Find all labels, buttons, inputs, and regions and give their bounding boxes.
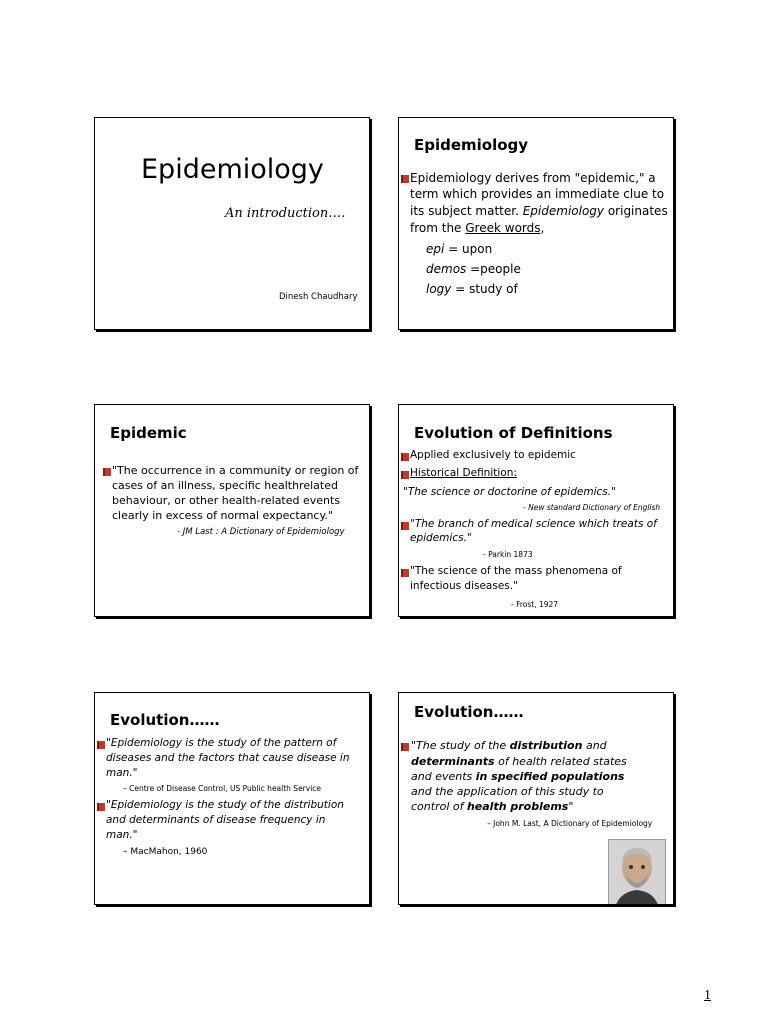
bullet-icon [103, 468, 111, 476]
slide-2-line-3 [410, 204, 668, 219]
bullet-icon [401, 522, 409, 530]
slide-3-line-3: behaviour, or other health-related events [112, 494, 341, 507]
l2-tail: of health related states [494, 755, 627, 768]
logy-meaning: = study of [451, 282, 518, 296]
line-4-text: from the [410, 221, 466, 235]
slide-6 [398, 692, 674, 905]
slide-6-line-5 [411, 800, 573, 813]
slide-4-title: Evolution of Definitions [414, 424, 613, 442]
page-number: 1 [704, 988, 711, 1003]
slide-5-source-2: – MacMahon, 1960 [123, 847, 208, 857]
slide-4-source-2: - Parkin 1873 [483, 550, 533, 559]
slide-4-bullet-1: Applied exclusively to epidemic [410, 449, 576, 461]
epi-term: epi [426, 242, 445, 256]
slide-4 [398, 404, 674, 617]
slide-3-line-1: "The occurrence in a community or region of [112, 464, 359, 477]
logy-definition [426, 282, 518, 297]
slide-2-title: Epidemiology [414, 136, 529, 154]
slide-3-line-4: clearly in excess of normal expectancy." [112, 509, 333, 522]
slide-4-bullet-3b: epidemics." [410, 532, 472, 544]
bullet-icon [97, 741, 105, 749]
slide-2-line-2: term which provides an immediate clue to [410, 187, 665, 201]
slide-6-title: Evolution…… [414, 703, 524, 721]
portrait-photo [608, 839, 666, 905]
slide-1-author: Dinesh Chaudhary [279, 292, 358, 302]
logy-term: logy [426, 282, 452, 296]
epi-definition [426, 242, 492, 257]
l5-text: control of [411, 800, 467, 813]
slide-6-line-3 [411, 770, 624, 783]
l1-tail: and [582, 739, 607, 752]
slide-6-line-4: and the application of this study to [411, 785, 604, 798]
bullet-icon [401, 175, 409, 183]
demos-meaning: =people [466, 262, 521, 276]
bullet-icon [97, 803, 105, 811]
demos-definition [426, 262, 521, 277]
slide-5-quote-1b: diseases and the factors that cause disease in [106, 752, 350, 764]
slide-5-quote-2b: and determinants of disease frequency in [106, 814, 326, 826]
slide-4-bullet-2: Historical Definition: [410, 467, 517, 479]
slide-4-quote-1: "The science or doctorine of epidemics." [403, 486, 616, 498]
slide-3-line-2: cases of an illness, specific healthrelated [112, 479, 338, 492]
slide-5-quote-1a: "Epidemiology is the study of the pattern of [106, 737, 337, 749]
line-3-italic: Epidemiology [522, 204, 605, 218]
line-3-text: its subject matter. [410, 204, 523, 218]
slide-2 [398, 117, 674, 330]
slide-5 [94, 692, 370, 905]
l5-bold: health problems [466, 800, 569, 813]
l1-bold: distribution [509, 739, 583, 752]
slide-6-line-2 [411, 755, 627, 768]
person-portrait-icon [609, 840, 665, 905]
greek-words-link[interactable]: Greek words [465, 221, 541, 235]
slide-3 [94, 404, 370, 617]
l3-text: and events [411, 770, 476, 783]
demos-term: demos [426, 262, 467, 276]
line-3-tail: originates [604, 204, 668, 218]
bullet-icon [401, 453, 409, 461]
epi-meaning: = upon [444, 242, 493, 256]
slide-4-source-3: - Frost, 1927 [511, 600, 559, 609]
slide-3-title: Epidemic [110, 424, 187, 442]
bullet-icon [401, 471, 409, 479]
slide-1-subtitle: An introduction…. [225, 206, 346, 221]
slide-4-bullet-3a: "The branch of medical science which treats of [410, 518, 657, 530]
bullet-icon [401, 569, 409, 577]
slide-1-title: Epidemiology [141, 154, 324, 185]
slide-1 [94, 117, 370, 330]
slide-3-source: - JM Last : A Dictionary of Epidemiology [177, 527, 345, 537]
slide-4-bullet-4a: "The science of the mass phenomena of [410, 565, 622, 577]
l2-bold: determinants [411, 755, 495, 768]
slide-2-line-4 [410, 221, 544, 236]
slide-4-bullet-4b: infectious diseases." [410, 580, 518, 592]
bullet-icon [401, 743, 409, 751]
slide-5-quote-2a: "Epidemiology is the study of the distribution [106, 799, 344, 811]
slide-5-quote-1c: man." [106, 767, 138, 779]
slide-4-source-1: - New standard Dictionary of English [523, 503, 661, 512]
slide-6-source: – John M. Last, A Dictionary of Epidemiology [487, 819, 653, 828]
slide-6-line-1 [411, 739, 607, 752]
l3-bold: in specified populations [475, 770, 625, 783]
slide-5-source-1: – Centre of Disease Control, US Public health Service [123, 784, 322, 793]
slide-5-title: Evolution…… [110, 711, 220, 729]
slide-5-quote-2c: man." [106, 829, 138, 841]
slide-2-line-1: Epidemiology derives from "epidemic," a [410, 171, 656, 185]
l5-tail: " [568, 800, 574, 813]
line-4-tail: , [540, 221, 545, 235]
l1-text: "The study of the [411, 739, 510, 752]
